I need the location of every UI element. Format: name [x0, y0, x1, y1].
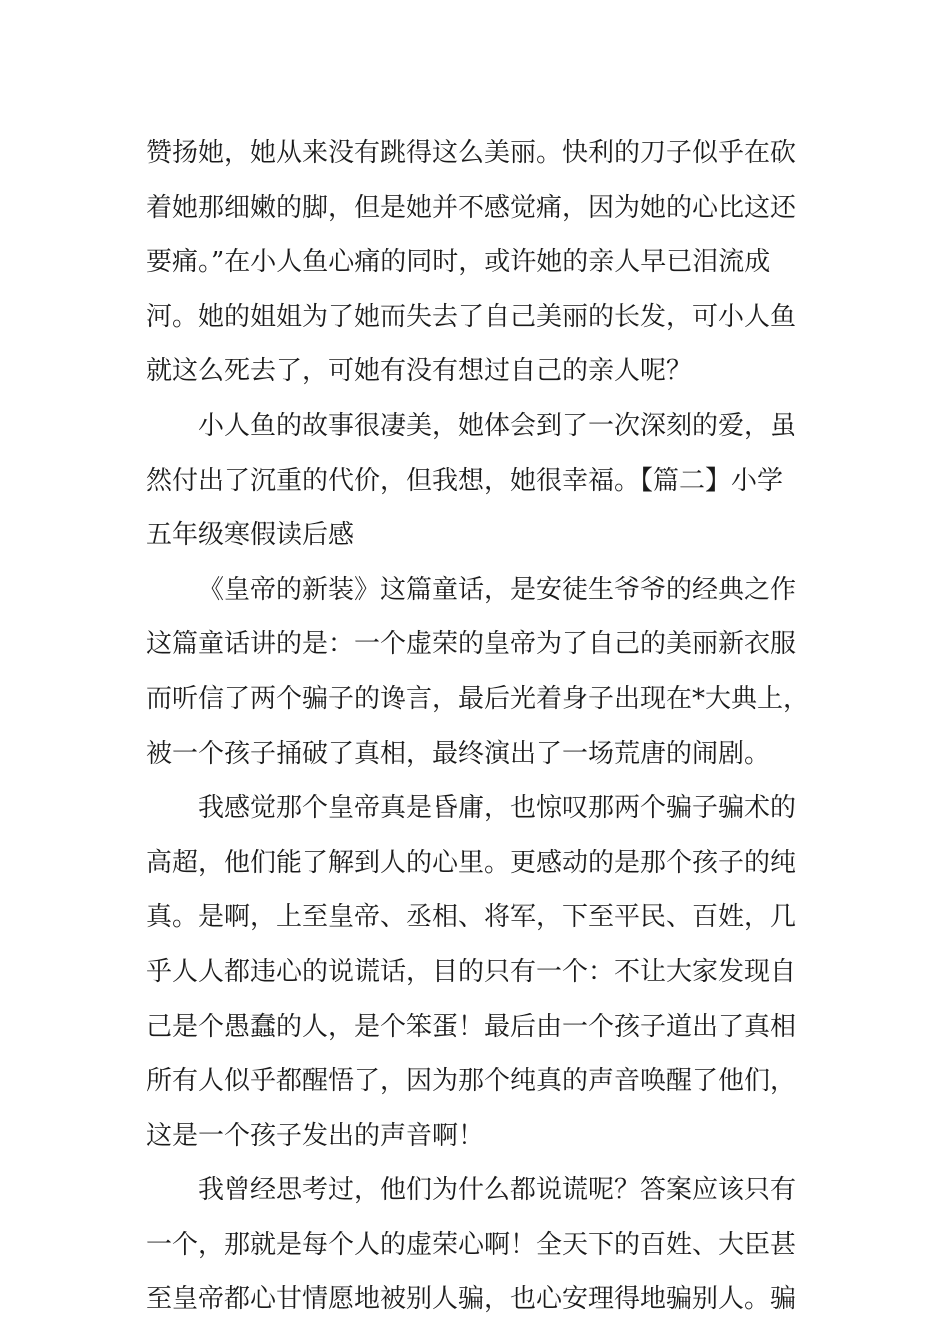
text-line: 这是一个孩子发出的声音啊！: [146, 1120, 485, 1151]
document-body: [146, 126, 810, 1327]
text-line: 要痛。”在小人鱼心痛的同时，或许她的亲人早已泪流成: [146, 247, 771, 278]
text-line: 着她那细嫩的脚，但是她并不感觉痛，因为她的心比这还: [146, 192, 797, 223]
text-line: 至皇帝都心甘情愿地被别人骗，也心安理得地骗别人。骗: [146, 1284, 797, 1315]
text-line: 五年级寒假读后感: [146, 520, 355, 551]
text-line: 己是个愚蠢的人，是个笨蛋！最后由一个孩子道出了真相: [146, 1011, 797, 1042]
text-line: 而听信了两个骗子的谗言，最后光着身子出现在*大典上，: [146, 683, 810, 714]
text-line: 所有人似乎都醒悟了，因为那个纯真的声音唤醒了他们，: [146, 1066, 797, 1097]
text-line: 这篇童话讲的是：一个虚荣的皇帝为了自己的美丽新衣服: [146, 629, 797, 660]
paragraph-start-line: 小人鱼的故事很凄美，她体会到了一次深刻的爱，虽: [198, 410, 797, 441]
text-line: 然付出了沉重的代价，但我想，她很幸福。【篇二】小学: [146, 465, 784, 496]
text-line: 赞扬她，她从来没有跳得这么美丽。快利的刀子似乎在砍: [146, 138, 797, 168]
paragraph-start-line: 我感觉那个皇帝真是昏庸，也惊叹那两个骗子骗术的: [198, 793, 797, 824]
paragraph-start-line: 我曾经思考过，他们为什么都说谎呢？答案应该只有: [198, 1175, 797, 1206]
text-line: 乎人人都违心的说谎话，目的只有一个：不让大家发现自: [146, 956, 797, 987]
text-line: 一个，那就是每个人的虚荣心啊！全天下的百姓、大臣甚: [146, 1229, 797, 1260]
text-line: 被一个孩子捅破了真相，最终演出了一场荒唐的闹剧。: [146, 738, 771, 769]
text-line: 就这么死去了，可她有没有想过自己的亲人呢？: [146, 356, 693, 387]
text-line: 高超，他们能了解到人的心里。更感动的是那个孩子的纯: [146, 847, 797, 878]
text-line: 真。是啊，上至皇帝、丞相、将军，下至平民、百姓，几: [146, 902, 797, 933]
paragraph-start-line: 《皇帝的新装》这篇童话，是安徒生爷爷的经典之作: [198, 574, 797, 605]
text-line: 河。她的姐姐为了她而失去了自己美丽的长发，可小人鱼: [146, 301, 797, 332]
